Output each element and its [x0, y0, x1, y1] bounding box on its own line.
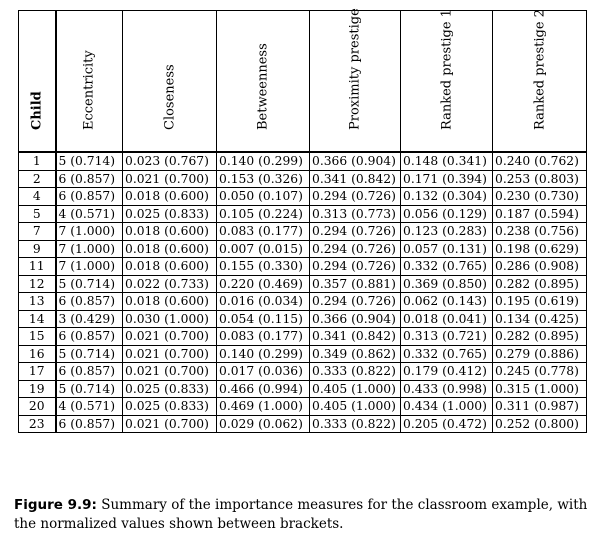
measure-cell: 4 (0.571) [56, 398, 123, 416]
measure-cell: 0.366 (0.904) [310, 152, 401, 170]
measure-cell: 0.195 (0.619) [493, 293, 587, 311]
child-id-cell: 14 [19, 310, 56, 328]
measure-cell: 0.405 (1.000) [310, 380, 401, 398]
measure-cell: 6 (0.857) [56, 188, 123, 206]
table-row [19, 293, 587, 311]
measure-cell: 0.294 (0.726) [310, 188, 401, 206]
measure-cell: 0.252 (0.800) [493, 415, 587, 433]
measure-cell: 0.282 (0.895) [493, 275, 587, 293]
column-header [56, 11, 123, 153]
child-id-cell: 11 [19, 258, 56, 276]
measure-cell: 0.282 (0.895) [493, 328, 587, 346]
measure-cell: 0.341 (0.842) [310, 328, 401, 346]
table-row [19, 415, 587, 433]
table-row [19, 328, 587, 346]
measure-cell: 0.286 (0.908) [493, 258, 587, 276]
figure-caption-text: Summary of the importance measures for the classroom example, with the normalized values shown between brackets. [14, 497, 588, 532]
measure-cell: 0.021 (0.700) [123, 345, 217, 363]
measure-cell: 0.253 (0.803) [493, 170, 587, 188]
table-row [19, 380, 587, 398]
measure-cell: 0.148 (0.341) [401, 152, 493, 170]
measure-cell: 0.349 (0.862) [310, 345, 401, 363]
measure-cell: 0.238 (0.756) [493, 223, 587, 241]
measure-cell: 0.054 (0.115) [217, 310, 310, 328]
measure-cell: 6 (0.857) [56, 328, 123, 346]
measure-cell: 0.050 (0.107) [217, 188, 310, 206]
measure-cell: 0.240 (0.762) [493, 152, 587, 170]
measure-cell: 0.016 (0.034) [217, 293, 310, 311]
column-header-label: Ranked prestige 1 [439, 9, 454, 130]
measure-cell: 0.434 (1.000) [401, 398, 493, 416]
measure-cell: 0.294 (0.726) [310, 240, 401, 258]
measure-cell: 0.017 (0.036) [217, 363, 310, 381]
column-header-label: Closeness [162, 64, 177, 130]
measure-cell: 0.311 (0.987) [493, 398, 587, 416]
measure-cell: 0.187 (0.594) [493, 205, 587, 223]
table-body [19, 152, 587, 433]
measure-cell: 6 (0.857) [56, 363, 123, 381]
table-row [19, 152, 587, 170]
child-id-cell: 19 [19, 380, 56, 398]
child-id-cell: 12 [19, 275, 56, 293]
table-row [19, 240, 587, 258]
importance-table-container [18, 10, 586, 433]
column-header-child [19, 11, 56, 153]
measure-cell: 5 (0.714) [56, 380, 123, 398]
measure-cell: 0.155 (0.330) [217, 258, 310, 276]
measure-cell: 6 (0.857) [56, 415, 123, 433]
measure-cell: 0.062 (0.143) [401, 293, 493, 311]
measure-cell: 0.140 (0.299) [217, 152, 310, 170]
measure-cell: 0.433 (0.998) [401, 380, 493, 398]
measure-cell: 0.469 (1.000) [217, 398, 310, 416]
column-header [123, 11, 217, 153]
measure-cell: 0.279 (0.886) [493, 345, 587, 363]
measure-cell: 0.083 (0.177) [217, 328, 310, 346]
column-header [310, 8, 401, 153]
child-id-cell: 5 [19, 205, 56, 223]
column-header-label: Child [29, 91, 45, 130]
measure-cell: 0.341 (0.842) [310, 170, 401, 188]
measure-cell: 0.205 (0.472) [401, 415, 493, 433]
table-row [19, 205, 587, 223]
child-id-cell: 23 [19, 415, 56, 433]
measure-cell: 0.198 (0.629) [493, 240, 587, 258]
measure-cell: 0.245 (0.778) [493, 363, 587, 381]
measure-cell: 7 (1.000) [56, 258, 123, 276]
table-row [19, 310, 587, 328]
measure-cell: 4 (0.571) [56, 205, 123, 223]
figure-caption [14, 496, 592, 534]
measure-cell: 0.105 (0.224) [217, 205, 310, 223]
child-id-cell: 17 [19, 363, 56, 381]
measure-cell: 0.123 (0.283) [401, 223, 493, 241]
measure-cell: 0.366 (0.904) [310, 310, 401, 328]
measure-cell: 0.057 (0.131) [401, 240, 493, 258]
measure-cell: 7 (1.000) [56, 240, 123, 258]
child-id-cell: 13 [19, 293, 56, 311]
measure-cell: 0.294 (0.726) [310, 258, 401, 276]
measure-cell: 0.332 (0.765) [401, 345, 493, 363]
measure-cell: 0.313 (0.721) [401, 328, 493, 346]
measure-cell: 0.018 (0.600) [123, 240, 217, 258]
measure-cell: 0.021 (0.700) [123, 415, 217, 433]
measure-cell: 0.030 (1.000) [123, 310, 217, 328]
child-id-cell: 4 [19, 188, 56, 206]
measure-cell: 0.313 (0.773) [310, 205, 401, 223]
measure-cell: 0.022 (0.733) [123, 275, 217, 293]
table-row [19, 188, 587, 206]
measure-cell: 0.171 (0.394) [401, 170, 493, 188]
table-row [19, 170, 587, 188]
measure-cell: 0.029 (0.062) [217, 415, 310, 433]
measure-cell: 0.021 (0.700) [123, 328, 217, 346]
column-header-label: Proximity prestige [347, 8, 363, 130]
child-id-cell: 7 [19, 223, 56, 241]
measure-cell: 0.153 (0.326) [217, 170, 310, 188]
child-id-cell: 2 [19, 170, 56, 188]
measure-cell: 0.023 (0.767) [123, 152, 217, 170]
header-row [19, 11, 587, 153]
measure-cell: 0.007 (0.015) [217, 240, 310, 258]
measure-cell: 6 (0.857) [56, 170, 123, 188]
measure-cell: 5 (0.714) [56, 275, 123, 293]
measure-cell: 0.132 (0.304) [401, 188, 493, 206]
table-row [19, 258, 587, 276]
measure-cell: 0.294 (0.726) [310, 223, 401, 241]
child-id-cell: 16 [19, 345, 56, 363]
measure-cell: 0.333 (0.822) [310, 363, 401, 381]
child-id-cell: 20 [19, 398, 56, 416]
measure-cell: 0.083 (0.177) [217, 223, 310, 241]
measure-cell: 0.056 (0.129) [401, 205, 493, 223]
measure-cell: 7 (1.000) [56, 223, 123, 241]
figure-label: Figure 9.9: [14, 497, 97, 513]
measure-cell: 0.021 (0.700) [123, 170, 217, 188]
table-row [19, 275, 587, 293]
measure-cell: 0.025 (0.833) [123, 205, 217, 223]
measure-cell: 6 (0.857) [56, 293, 123, 311]
column-header [217, 11, 310, 153]
measure-cell: 0.179 (0.412) [401, 363, 493, 381]
measure-cell: 0.140 (0.299) [217, 345, 310, 363]
child-id-cell: 1 [19, 152, 56, 170]
child-id-cell: 15 [19, 328, 56, 346]
measure-cell: 0.405 (1.000) [310, 398, 401, 416]
table-row [19, 398, 587, 416]
measure-cell: 5 (0.714) [56, 152, 123, 170]
measure-cell: 0.025 (0.833) [123, 398, 217, 416]
measure-cell: 0.357 (0.881) [310, 275, 401, 293]
measure-cell: 0.018 (0.600) [123, 293, 217, 311]
measure-cell: 0.018 (0.041) [401, 310, 493, 328]
measure-cell: 0.134 (0.425) [493, 310, 587, 328]
measure-cell: 0.018 (0.600) [123, 223, 217, 241]
column-header [493, 11, 587, 153]
measure-cell: 0.021 (0.700) [123, 363, 217, 381]
measure-cell: 0.018 (0.600) [123, 188, 217, 206]
measure-cell: 0.332 (0.765) [401, 258, 493, 276]
measure-cell: 0.333 (0.822) [310, 415, 401, 433]
table-header [19, 8, 587, 153]
column-header-label: Betweenness [255, 43, 271, 130]
column-header-label: Ranked prestige 2 [532, 9, 547, 130]
column-header-label: Eccentricity [81, 50, 97, 130]
measure-cell: 0.018 (0.600) [123, 258, 217, 276]
measure-cell: 0.294 (0.726) [310, 293, 401, 311]
measure-cell: 3 (0.429) [56, 310, 123, 328]
table-row [19, 223, 587, 241]
measure-cell: 0.220 (0.469) [217, 275, 310, 293]
measure-cell: 0.369 (0.850) [401, 275, 493, 293]
child-id-cell: 9 [19, 240, 56, 258]
measure-cell: 5 (0.714) [56, 345, 123, 363]
measure-cell: 0.466 (0.994) [217, 380, 310, 398]
importance-measures-table [18, 10, 587, 433]
measure-cell: 0.315 (1.000) [493, 380, 587, 398]
table-row [19, 345, 587, 363]
column-header [401, 11, 493, 153]
table-row [19, 363, 587, 381]
measure-cell: 0.230 (0.730) [493, 188, 587, 206]
measure-cell: 0.025 (0.833) [123, 380, 217, 398]
